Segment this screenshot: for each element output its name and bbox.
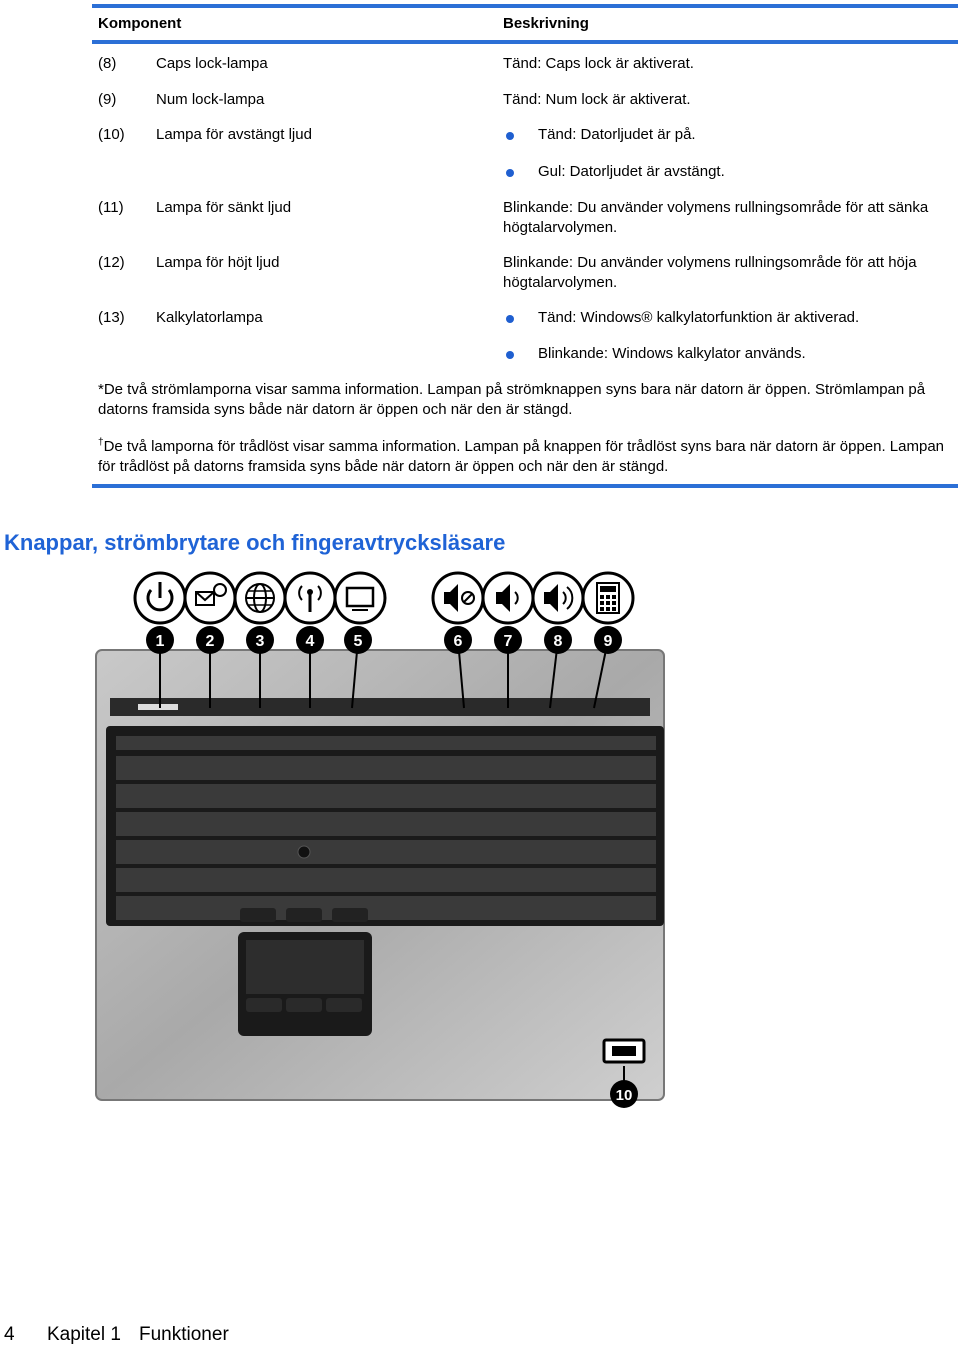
wireless-icon bbox=[285, 573, 335, 623]
bullet-icon bbox=[506, 132, 514, 140]
footnote-power: datorns framsida syns både när datorn är öppen och när den är stängd. bbox=[98, 401, 573, 418]
mute-icon bbox=[433, 573, 483, 623]
power-button[interactable] bbox=[138, 704, 178, 710]
calculator-icon bbox=[583, 573, 633, 623]
section-heading: Knappar, strömbrytare och fingeravtrycksläsare bbox=[4, 530, 506, 555]
callout-7 bbox=[494, 626, 522, 654]
row-num: (8) bbox=[98, 55, 117, 72]
pointing-stick[interactable] bbox=[298, 846, 310, 858]
svg-text:2: 2 bbox=[205, 633, 215, 650]
callout-4 bbox=[296, 626, 324, 654]
row-name: Lampa för höjt ljud bbox=[156, 254, 280, 271]
button-icons-row bbox=[135, 573, 633, 623]
bullet-icon bbox=[506, 315, 514, 323]
bullet-icon bbox=[506, 351, 514, 359]
footer-chapter: Kapitel 1 bbox=[47, 1324, 121, 1345]
row-name: Lampa för avstängt ljud bbox=[156, 126, 312, 143]
bullet-icon bbox=[506, 169, 514, 177]
row-name: Kalkylatorlampa bbox=[156, 309, 263, 326]
row-desc: Tänd: Num lock är aktiverat. bbox=[503, 91, 691, 108]
row-num: (13) bbox=[98, 309, 125, 326]
footnote-power: *De två strömlamporna visar samma information. Lampan på strömknappen syns bara när datorn är öppen. Strömlampan på bbox=[98, 381, 926, 398]
dagger-mark: † bbox=[98, 437, 104, 448]
svg-text:8: 8 bbox=[553, 633, 563, 650]
table-header-description: Beskrivning bbox=[503, 15, 589, 32]
volume-down-icon bbox=[483, 573, 533, 623]
svg-text:10: 10 bbox=[615, 1087, 633, 1104]
footer-page-number: 4 bbox=[4, 1324, 15, 1345]
row-desc: Blinkande: Du använder volymens rullningsområde för att höja bbox=[503, 254, 917, 271]
power-icon bbox=[135, 573, 185, 623]
row-bullet: Tänd: Datorljudet är på. bbox=[538, 126, 696, 143]
callout-5 bbox=[344, 626, 372, 654]
callout-3 bbox=[246, 626, 274, 654]
row-bullet: Tänd: Windows® kalkylatorfunktion är aktiverad. bbox=[538, 309, 860, 326]
volume-up-icon bbox=[533, 573, 583, 623]
row-desc: Blinkande: Du använder volymens rullningsområde för att sänka bbox=[503, 199, 929, 216]
table-bottom-rule bbox=[92, 484, 958, 488]
svg-text:9: 9 bbox=[603, 633, 613, 650]
row-name: Caps lock-lampa bbox=[156, 55, 268, 72]
footer-chapter-title: Funktioner bbox=[139, 1324, 229, 1345]
footnote-wireless-text: De två lamporna för trådlöst visar samma information. Lampan på knappen för trådlöst syns bara när datorn är öppen. Lampan bbox=[103, 438, 945, 455]
laptop-figure bbox=[90, 570, 670, 1110]
callout-9 bbox=[594, 626, 622, 654]
footnote-wireless: för trådlöst på datorns framsida syns både när datorn är öppen och när den är stängd. bbox=[98, 458, 669, 475]
svg-text:6: 6 bbox=[453, 633, 463, 650]
callout-10 bbox=[610, 1080, 638, 1108]
row-num: (10) bbox=[98, 126, 125, 143]
callout-8 bbox=[544, 626, 572, 654]
svg-text:3: 3 bbox=[255, 633, 265, 650]
svg-text:1: 1 bbox=[155, 633, 165, 650]
table-header-rule bbox=[92, 40, 958, 44]
row-name: Lampa för sänkt ljud bbox=[156, 199, 292, 216]
row-num: (9) bbox=[98, 91, 117, 108]
presentation-icon bbox=[335, 573, 385, 623]
web-browser-icon bbox=[235, 573, 285, 623]
row-desc: högtalarvolymen. bbox=[503, 219, 618, 236]
table-top-rule bbox=[92, 4, 958, 8]
table-header-component: Komponent bbox=[98, 15, 182, 32]
row-bullet: Blinkande: Windows kalkylator används. bbox=[538, 345, 806, 362]
row-desc: högtalarvolymen. bbox=[503, 274, 618, 291]
row-bullet: Gul: Datorljudet är avstängt. bbox=[538, 163, 725, 180]
row-desc: Tänd: Caps lock är aktiverat. bbox=[503, 55, 694, 72]
info-center-icon bbox=[185, 573, 235, 623]
callout-2 bbox=[196, 626, 224, 654]
callout-6 bbox=[444, 626, 472, 654]
callout-1 bbox=[146, 626, 174, 654]
svg-text:4: 4 bbox=[305, 633, 315, 650]
row-num: (11) bbox=[98, 199, 124, 216]
svg-text:5: 5 bbox=[353, 633, 363, 650]
row-num: (12) bbox=[98, 254, 125, 271]
led-strip bbox=[110, 698, 650, 716]
row-name: Num lock-lampa bbox=[156, 91, 265, 108]
footnote-wireless bbox=[98, 437, 944, 457]
svg-text:7: 7 bbox=[503, 633, 513, 650]
